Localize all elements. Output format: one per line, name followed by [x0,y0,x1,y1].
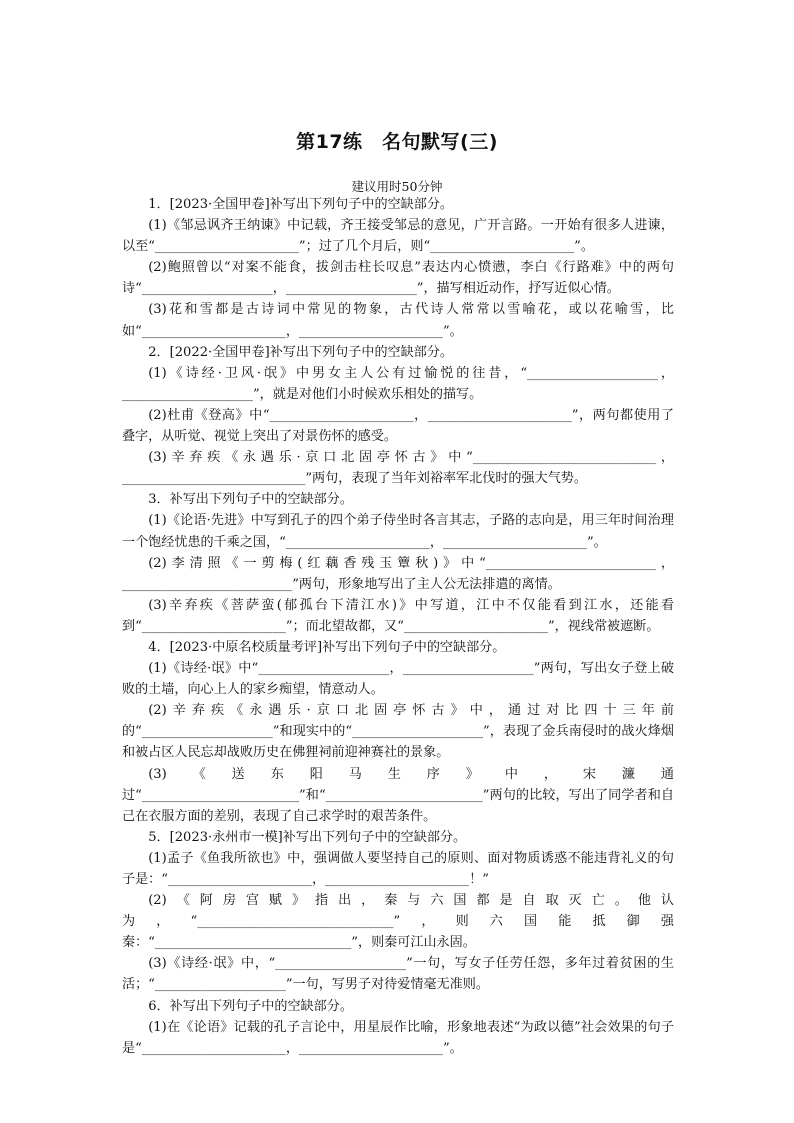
exercise-body [122,194,674,1059]
question-item: (1)《诗经·氓》中“____________________，____________________”两句，写出女子登上破败的土墙，向心上人的家乡痴望，情意动人。 [122,661,674,698]
question-item: (1)《论语·先进》中写到孔子的四个弟子侍坐时各言其志，子路的志向是，用三年时间治理一个饱经忧患的千乘之国，“______________________，______________________”。 [122,513,674,550]
question-heading: 4．[2023·中原名校质量考评]补写出下列句子中的空缺部分。 [148,639,506,655]
question-item: (2)辛弃疾《永遇乐·京口北固亭怀古》中，通过对比四十三年前的“____________________”和现实中的“____________________”，表现了金兵南侵时的战火烽烟和被占区人民忘却战败历史在佛狸祠前迎神赛社的景象。 [122,703,674,761]
suggested-time: 建议用时50分钟 [351,179,443,194]
question-item: (3)《送东阳马生序》中，宋濂通过“________________________”和“________________________”两句的比较，写出了同学者和自己在衣服方面的差别，表现了自己求学时的艰苦条件。 [122,766,674,824]
question-item: (1)在《论语》记载的孔子言论中，用星辰作比喻，形象地表述“为政以德”社会效果的句子是“______________________，______________________”。 [122,1019,674,1056]
page-title: 第17练 名句默写(三) [296,131,498,153]
question-item: (2)李清照《一剪梅(红藕香残玉簟秋)》中“__________________________，__________________________”两句，形象地写出了主人公无法排遣的离情。 [122,555,674,592]
question-item: (3)辛弃疾《菩萨蛮(郁孤台下清江水)》中写道，江中不仅能看到江水，还能看到“______________________”；而北望故都，又“______________________”，视线常被遮断。 [122,597,674,634]
question-item: (3)《诗经·氓》中，“____________________”一句，写女子任劳任怨，多年过着贫困的生活；“____________________”一句，写男子对待爱情毫无准则。 [122,956,674,993]
question-item: (3)辛弃疾《永遇乐·京口北固亭怀古》中“____________________________，____________________________”两句，表现了当年刘裕率军北伐时的强大气势。 [122,450,674,487]
question-heading: 2．[2022·全国甲卷]补写出下列句子中的空缺部分。 [148,344,453,360]
question-item: (2)杜甫《登高》中“______________________，______________________”，两句都使用了叠字，从听觉、视觉上突出了对景伤怀的感受。 [122,407,674,445]
question-heading: 5．[2023·永州市一模]补写出下列句子中的空缺部分。 [148,829,467,845]
question-heading: 3．补写出下列句子中的空缺部分。 [148,492,353,508]
question-item: (1)孟子《鱼我所欲也》中，强调做人要坚持自己的原则、面对物质诱惑不能违背礼义的句子是：“______________________，______________________！” [122,850,674,887]
question-item: (1)《诗经·卫风·氓》中男女主人公有过愉悦的往昔，“____________________，____________________”，就是对他们小时候欢乐相处的描写。 [122,365,674,402]
question-item: (2)鲍照曾以“对案不能食，拔剑击柱长叹息”表达内心愤懑，李白《行路难》中的两句诗“____________________，____________________”，描写相近动作，抒写近似心情。 [122,260,674,297]
question-item: (1)《邹忌讽齐王纳谏》中记载，齐王接受邹忌的意见，广开言路。一开始有很多人进谏，以至“______________________”；过了几个月后，则“______________________”。 [122,218,674,255]
question-item: (3)花和雪都是古诗词中常见的物象，古代诗人常常以雪喻花，或以花喻雪，比如“______________________，______________________”。 [122,302,674,339]
question-item: (2)《阿房宫赋》指出，秦与六国都是自取灭亡。他认为，“______________________________”，则六国能抵御强秦：“______________________________”，则秦可江山永固。 [122,893,674,951]
question-heading: 1．[2023·全国甲卷]补写出下列句子中的空缺部分。 [148,197,453,212]
question-heading: 6．补写出下列句子中的空缺部分。 [148,998,353,1014]
